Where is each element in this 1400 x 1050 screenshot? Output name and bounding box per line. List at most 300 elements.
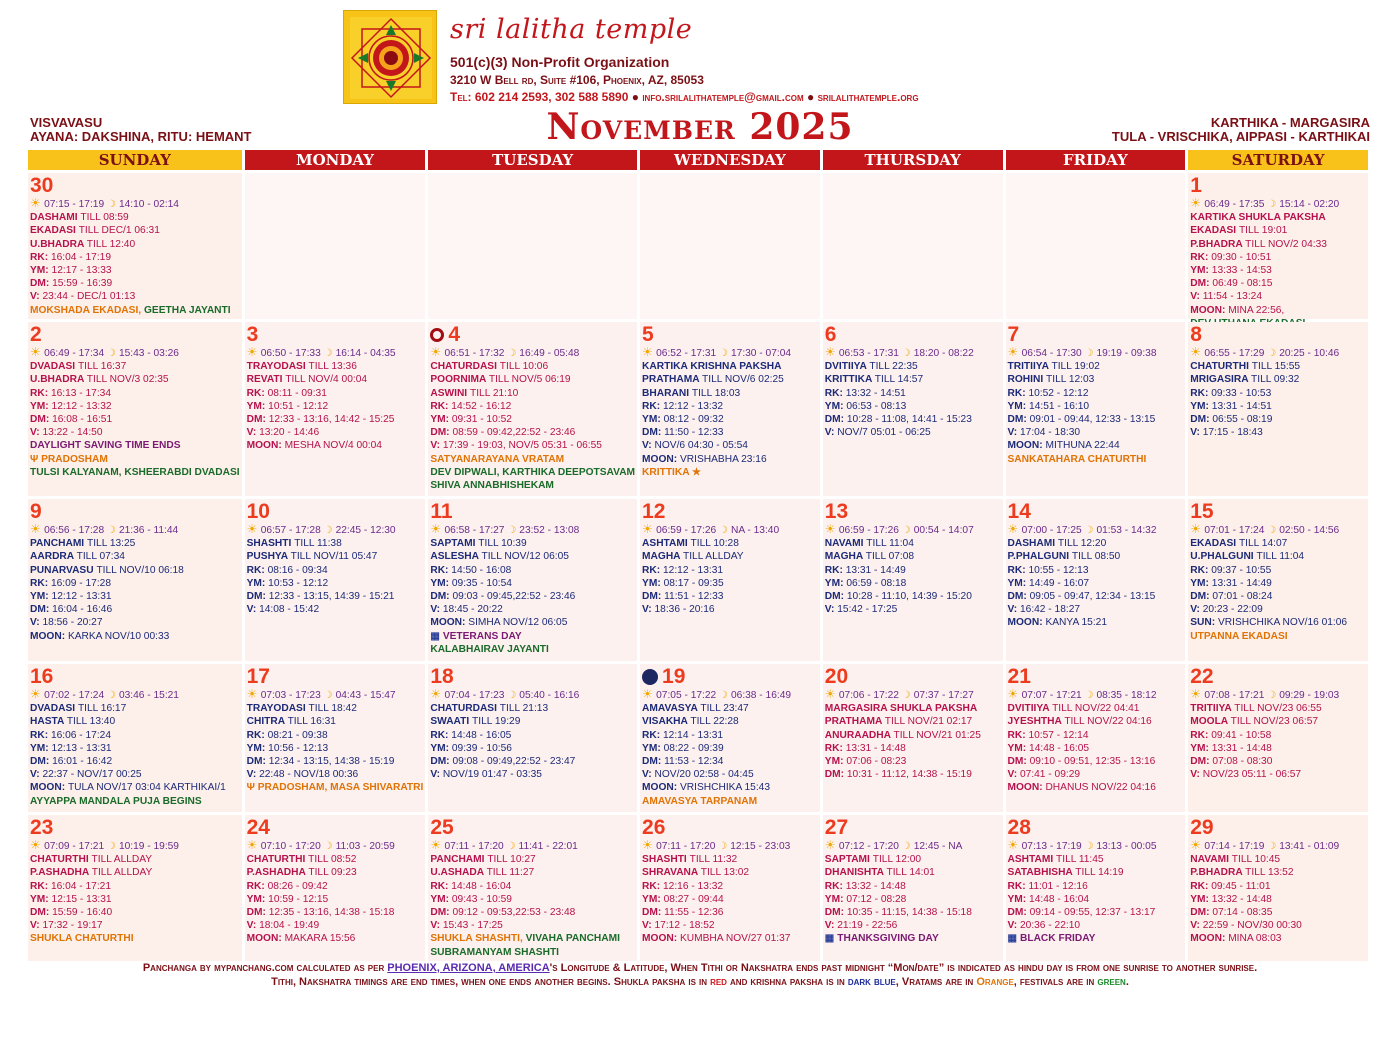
sun-icon: ☀	[1007, 838, 1022, 852]
panchang-line	[430, 453, 635, 466]
panchang-line	[1190, 387, 1366, 400]
day-number: 3	[246, 323, 259, 346]
day-number: 23	[30, 816, 54, 839]
panchang-key: MOON:	[642, 782, 678, 794]
panchang-line	[30, 453, 240, 466]
moonrise-moonset: 13:13 - 00:05	[1096, 841, 1157, 852]
panchang-value: TILL 09:32	[1251, 374, 1300, 386]
panchang-line	[1190, 932, 1366, 945]
panchang-value: 09:37 - 10:55	[1211, 564, 1272, 576]
day-number: 25	[430, 816, 454, 839]
moon-icon: ☽	[716, 525, 731, 536]
day-number: 29	[1190, 816, 1214, 839]
panchang-value: 16:06 - 17:24	[50, 729, 111, 741]
sunrise-sunset: 07:14 - 17:19	[1204, 841, 1265, 852]
day-number-row	[30, 666, 240, 688]
panchang-line	[430, 590, 635, 603]
day-number-row	[1008, 501, 1184, 523]
panchang-line	[1008, 919, 1184, 932]
day-number: 14	[1007, 500, 1031, 523]
panchang-value: TILL 12:00	[872, 854, 922, 866]
panchang-value: SIMHA NOV/12 06:05	[468, 617, 568, 629]
panchang-line	[430, 755, 635, 768]
panchang-line	[30, 373, 240, 386]
panchang-key: RK:	[430, 880, 449, 892]
moon-icon: ☽	[1264, 841, 1280, 852]
panchang-line	[30, 755, 240, 768]
panchang-value: 07:06 - 08:23	[846, 756, 907, 768]
panchang-line	[1008, 702, 1184, 715]
panchang-key: ASHTAMI	[642, 538, 688, 550]
sunrise-sunset: 07:12 - 17:20	[838, 841, 899, 852]
panchang-key: MOON:	[30, 630, 66, 642]
panchang-value: 09:05 - 09:47, 12:34 - 13:15	[1029, 591, 1156, 603]
panchang-value: 13:31 - 14:49	[845, 564, 906, 576]
panchang-key: AMAVASYA	[642, 703, 698, 715]
moonrise-moonset: 18:20 - 08:22	[913, 348, 974, 359]
sun-icon: ☀	[246, 345, 261, 359]
panchang-key: V:	[430, 920, 440, 932]
panchang-line	[430, 715, 635, 728]
panchang-line	[247, 715, 424, 728]
panchang-line	[1190, 577, 1366, 590]
org-email[interactable]: info.srilalithatemple@gmail.com	[642, 90, 804, 104]
sunrise-sunset: 07:09 - 17:21	[44, 841, 105, 852]
panchang-line	[430, 946, 635, 959]
panchang-key: THANKSGIVING DAY	[837, 933, 939, 945]
panchang-value: 13:20 - 14:46	[259, 427, 320, 439]
lunar-months: KARTHIKA - MARGASIRA	[1210, 115, 1370, 130]
panchang-value: TILL 10:28	[690, 538, 739, 550]
moonrise-moonset: 06:38 - 16:49	[730, 690, 792, 701]
panchang-key: RK:	[1007, 387, 1026, 399]
panchang-line	[30, 590, 240, 603]
panchang-key: YM:	[1007, 400, 1027, 412]
panchang-line	[1190, 550, 1366, 563]
panchang-line	[430, 400, 635, 413]
panchang-key: RK:	[246, 387, 265, 399]
panchang-value: 08:27 - 09:44	[663, 893, 724, 905]
panchang-key: DM:	[30, 604, 50, 616]
panchang-value: 09:14 - 09:55, 12:37 - 13:17	[1029, 907, 1156, 919]
panchang-line	[1190, 742, 1366, 755]
footer-text: , festivals are in	[1013, 976, 1098, 988]
panchang-value: TILL NOV/23 06:57	[1230, 716, 1319, 728]
panchang-line	[430, 906, 635, 919]
sun-moon-times	[30, 346, 240, 360]
panchang-line	[30, 387, 240, 400]
panchang-key: MOON:	[30, 782, 66, 794]
panchang-line	[30, 603, 240, 616]
panchang-key: DVADASI	[30, 703, 76, 715]
panchang-value: 08:12 - 09:32	[663, 414, 724, 426]
panchang-key: CHATURDASI	[430, 703, 497, 715]
panchang-line	[30, 768, 240, 781]
day-number-row	[642, 324, 818, 346]
sun-icon: ☀	[824, 687, 839, 701]
panchang-value: MAKARA 15:56	[284, 933, 356, 945]
panchang-line	[30, 360, 240, 373]
day-number-row	[642, 817, 818, 839]
panchang-value: TILL NOV/10 06:18	[96, 564, 184, 576]
panchang-value: 11:55 - 12:36	[664, 907, 724, 919]
panchang-value: VRISHCHIKA NOV/16 01:06	[1218, 617, 1348, 629]
sun-icon: ☀	[30, 345, 45, 359]
sunrise-sunset: 06:56 - 17:28	[44, 525, 105, 536]
panchang-key: SHUKLA SHASHTI,	[430, 933, 523, 945]
panchang-line	[642, 439, 818, 452]
empty-day-cell	[428, 173, 637, 319]
panchang-line	[30, 880, 240, 893]
panchang-key: PANCHAMI	[30, 538, 85, 550]
moonrise-moonset: 23:52 - 13:08	[519, 525, 580, 536]
panchang-key: PRADOSHAM, MASA SHIVARATRI	[257, 782, 424, 794]
day-cell	[1006, 815, 1186, 961]
panchang-value: TILL DEC/1 06:31	[78, 225, 160, 237]
panchang-line	[1190, 755, 1366, 768]
sunrise-sunset: 06:52 - 17:31	[656, 348, 717, 359]
panchang-value: 07:41 - 09:29	[1019, 769, 1081, 781]
panchang-value: TILL NOV/23 06:55	[1234, 703, 1322, 715]
day-cell	[1006, 664, 1186, 812]
panchang-key: V:	[824, 604, 835, 616]
panchang-key: EKADASI	[1190, 538, 1237, 550]
ayana-ritu: AYANA: DAKSHINA, RITU: HEMANT	[30, 129, 252, 144]
panchang-value: 17:04 - 18:30	[1019, 427, 1081, 439]
panchang-key: SATYANARAYANA VRATAM	[430, 453, 565, 465]
panchang-key: EKADASI	[1190, 225, 1237, 237]
panchang-key: DM:	[642, 907, 662, 919]
sun-icon: ☀	[430, 522, 445, 536]
panchang-key: YM:	[1190, 400, 1209, 412]
panchang-value: 20:36 - 22:10	[1019, 920, 1081, 932]
bullet-icon: ●	[806, 90, 818, 104]
panchang-line	[642, 781, 818, 794]
moonrise-moonset: 15:43 - 03:26	[118, 348, 179, 359]
panchang-key: V:	[642, 920, 652, 932]
day-number-row	[825, 817, 1001, 839]
panchang-key: YM:	[824, 400, 844, 412]
moon-icon: ☽	[320, 841, 336, 852]
moonrise-moonset: 13:41 - 01:09	[1279, 841, 1340, 852]
panchang-line	[642, 400, 818, 413]
panchang-key: SUN:	[1190, 617, 1216, 629]
moon-icon: ☽	[715, 841, 731, 852]
panchang-line	[1008, 537, 1184, 550]
panchang-key: DM:	[30, 756, 50, 768]
panchang-key: RK:	[1007, 880, 1026, 892]
org-website[interactable]: srilalithatemple.org	[817, 90, 919, 104]
panchang-line	[30, 729, 240, 742]
panchang-key: PUSHYA	[246, 551, 288, 563]
sun-moon-times	[1190, 346, 1366, 360]
panchang-line	[1008, 360, 1184, 373]
moon-icon: ☽	[320, 348, 336, 359]
new-moon-icon	[642, 669, 658, 685]
sun-moon-times	[642, 839, 818, 853]
panchang-line	[247, 906, 424, 919]
sun-icon: ☀	[642, 345, 657, 359]
panchang-line	[825, 729, 1001, 742]
panchang-key: V:	[30, 769, 40, 781]
panchang-value: 10:56 - 12:13	[268, 742, 329, 754]
panchang-value: TILL ALLDAY	[91, 867, 153, 879]
panchang-key: YM:	[30, 591, 49, 603]
panchang-key: RK:	[430, 729, 449, 741]
footer-line-1	[0, 961, 1400, 975]
panchang-value: TILL NOV/22 04:16	[1064, 716, 1152, 728]
panchang-line	[430, 426, 635, 439]
panchang-value: 10:57 - 12:14	[1028, 729, 1089, 741]
day-number-row	[1190, 666, 1366, 688]
panchang-value: 09:03 - 09:45,22:52 - 23:46	[452, 591, 576, 603]
month-title: November 2025	[546, 106, 854, 148]
day-cell	[28, 322, 242, 496]
calendar-grid	[28, 150, 1368, 958]
day-number: 19	[662, 665, 686, 688]
sun-moon-times	[30, 197, 240, 211]
panchang-line	[1190, 616, 1366, 629]
panchang-key: V:	[430, 604, 440, 616]
panchang-value: 16:04 - 17:21	[50, 880, 111, 892]
panchang-value: TILL 08:52	[308, 854, 357, 866]
sunrise-sunset: 07:10 - 17:20	[260, 841, 321, 852]
moonrise-moonset: 02:50 - 14:56	[1279, 525, 1340, 536]
moon-icon: ☽	[1264, 199, 1280, 210]
panchang-value: TILL 10:27	[487, 854, 536, 866]
panchang-key: YM:	[642, 414, 661, 426]
panchang-value: 12:16 - 13:32	[663, 880, 724, 892]
panchang-line	[642, 919, 818, 932]
panchang-line	[642, 360, 818, 373]
panchang-key: PUNARVASU	[30, 564, 94, 576]
panchang-line	[430, 702, 635, 715]
day-number: 22	[1190, 665, 1214, 688]
panchang-key: YM:	[642, 742, 661, 754]
panchang-line	[247, 729, 424, 742]
day-number: 21	[1007, 665, 1031, 688]
panchang-key: RK:	[246, 564, 265, 576]
legend-orange: Orange	[976, 976, 1014, 988]
panchang-line	[430, 466, 635, 479]
panchang-value: TILL 19:01	[1238, 225, 1288, 237]
panchang-value: 10:35 - 11:15, 14:38 - 15:18	[846, 907, 972, 919]
panchang-value: 16:09 - 17:28	[50, 577, 111, 589]
panchang-line	[1008, 880, 1184, 893]
panchang-value: TULA NOV/17 03:04 KARTHIKAI/1	[67, 782, 226, 794]
weekday-header: FRIDAY	[1006, 150, 1186, 170]
panchang-key: RK:	[824, 880, 843, 892]
moon-icon: ☽	[504, 690, 520, 701]
panchang-line	[825, 577, 1001, 590]
day-cell	[1188, 664, 1368, 812]
panchang-line	[247, 537, 424, 550]
sun-moon-times	[30, 523, 240, 537]
panchang-line	[825, 387, 1001, 400]
sunrise-sunset: 06:57 - 17:28	[260, 525, 321, 536]
panchang-value: TILL 16:17	[77, 703, 127, 715]
day-cell	[640, 664, 820, 812]
panchang-line	[1008, 932, 1184, 945]
panchang-value: TILL 09:23	[308, 867, 357, 879]
panchang-key: ASLESHA	[430, 551, 479, 563]
sun-icon: ☀	[246, 838, 261, 852]
panchang-line	[30, 251, 240, 264]
day-number-row	[642, 666, 818, 688]
panchang-value: 10:31 - 11:12, 14:38 - 15:19	[846, 769, 972, 781]
panchang-key: V:	[1007, 604, 1018, 616]
panchang-line	[30, 702, 240, 715]
panchang-key: YM:	[824, 756, 844, 768]
panchang-line	[430, 413, 635, 426]
panchang-value: 12:34 - 13:15, 14:38 - 15:19	[268, 756, 395, 768]
panchang-value: 13:32 - 14:48	[1211, 893, 1272, 905]
sunrise-sunset: 06:53 - 17:31	[838, 348, 899, 359]
day-number: 12	[642, 500, 666, 523]
location-link[interactable]: PHOENIX, ARIZONA, AMERICA	[387, 962, 550, 974]
moonrise-moonset: 01:53 - 14:32	[1096, 525, 1157, 536]
panchang-line	[1008, 590, 1184, 603]
panchang-key: ANURAADHA	[824, 729, 891, 741]
panchang-key: RK:	[30, 577, 49, 589]
panchang-key: V:	[824, 920, 835, 932]
panchang-key: REVATI	[246, 374, 283, 386]
panchang-value: TILL 18:42	[308, 703, 357, 715]
panchang-line	[247, 590, 424, 603]
panchang-value: TILL 13:02	[700, 867, 750, 879]
us-flag-icon: ▦	[824, 933, 838, 945]
panchang-value: TILL NOV/22 04:41	[1052, 703, 1140, 715]
panchang-value: 12:33 - 13:15, 14:39 - 15:21	[268, 591, 395, 603]
panchang-line	[825, 893, 1001, 906]
panchang-line	[825, 373, 1001, 386]
panchang-value: 16:04 - 16:46	[52, 604, 113, 616]
panchang-key: UTPANNA EKADASI	[1190, 630, 1288, 642]
panchang-key: ASHTAMI	[1007, 854, 1054, 866]
panchang-line	[30, 893, 240, 906]
panchang-key: MOON:	[1190, 933, 1226, 945]
panchang-value: 10:28 - 11:08, 14:41 - 15:23	[846, 414, 972, 426]
panchang-line	[247, 866, 424, 879]
panchang-value: 08:11 - 09:31	[267, 387, 327, 399]
panchang-value: 13:31 - 14:49	[1211, 577, 1272, 589]
panchang-key: U.BHADRA	[30, 374, 84, 386]
panchang-key: EKADASI	[30, 225, 76, 237]
moon-icon: ☽	[1264, 348, 1280, 359]
sun-moon-times	[642, 346, 818, 360]
panchang-value: TILL 10:06	[499, 361, 549, 373]
panchang-line	[642, 755, 818, 768]
panchang-key: P.BHADRA	[1190, 867, 1243, 879]
panchang-line	[1008, 781, 1184, 794]
panchang-line	[247, 373, 424, 386]
panchang-value: TILL 19:02	[1051, 361, 1100, 373]
footer-text: and krishna paksha is in	[726, 976, 848, 988]
moon-icon: ☽	[320, 690, 336, 701]
panchang-line	[247, 603, 424, 616]
panchang-line	[1190, 373, 1366, 386]
panchang-value: VRISHABHA 23:16	[679, 453, 767, 465]
panchang-line	[825, 742, 1001, 755]
moonrise-moonset: 03:46 - 15:21	[118, 690, 179, 701]
panchang-key: RK:	[1007, 564, 1026, 576]
panchang-line	[430, 603, 635, 616]
sun-icon: ☀	[1007, 522, 1022, 536]
day-number-row	[1190, 324, 1366, 346]
panchang-line	[247, 413, 424, 426]
sun-moon-times	[825, 346, 1001, 360]
panchang-key: SATABHISHA	[1007, 867, 1073, 879]
panchang-key: YM:	[430, 742, 450, 754]
panchang-key: P.BHADRA	[1190, 238, 1243, 250]
day-number: 5	[642, 323, 654, 346]
sunrise-sunset: 07:00 - 17:25	[1021, 525, 1082, 536]
panchang-line	[825, 400, 1001, 413]
panchang-value: 06:49 - 08:15	[1212, 278, 1273, 290]
panchang-line	[642, 866, 818, 879]
panchang-key: DM:	[824, 769, 845, 781]
panchang-line	[825, 360, 1001, 373]
panchang-key: DM:	[246, 591, 266, 603]
panchang-line	[1190, 360, 1366, 373]
sunrise-sunset: 07:01 - 17:24	[1204, 525, 1265, 536]
masa-info	[1112, 116, 1370, 144]
panchang-value: 09:12 - 09:53,22:53 - 23:48	[452, 907, 576, 919]
panchang-key: NAVAMI	[824, 538, 864, 550]
panchang-key: DM:	[430, 591, 450, 603]
panchang-value: 22:37 - NOV/17 00:25	[42, 769, 142, 781]
panchang-value: 20:23 - 22:09	[1202, 604, 1263, 616]
panchang-value: 09:45 - 11:01	[1211, 880, 1271, 892]
day-number: 4	[448, 323, 461, 346]
moon-icon: ☽	[503, 841, 519, 852]
panchang-key: RK:	[30, 729, 49, 741]
footer-text: Panchanga by mypanchang.com calculated as per	[142, 962, 388, 974]
sunrise-sunset: 06:51 - 17:32	[444, 348, 505, 359]
sun-icon: ☀	[642, 838, 657, 852]
weekday-header: SATURDAY	[1188, 150, 1368, 170]
day-cell	[823, 499, 1003, 661]
panchang-value: TILL 13:25	[86, 538, 136, 550]
moonrise-moonset: 05:40 - 16:16	[519, 690, 580, 701]
panchang-line	[1190, 304, 1366, 317]
panchang-value: 10:52 - 12:12	[1028, 387, 1089, 399]
panchang-line	[30, 400, 240, 413]
panchang-key: KRITTIKA	[824, 374, 872, 386]
panchang-line	[247, 400, 424, 413]
moon-icon: ☽	[320, 525, 336, 536]
footer-line-2	[0, 975, 1400, 989]
panchang-line	[1190, 768, 1366, 781]
panchang-line	[1008, 453, 1184, 466]
legend-blue: dark blue	[847, 976, 896, 988]
panchang-key: V:	[246, 920, 257, 932]
panchang-value: 14:50 - 16:08	[451, 564, 512, 576]
day-cell	[428, 664, 637, 812]
panchang-key: U.BHADRA	[30, 238, 84, 250]
panchang-line	[825, 768, 1001, 781]
panchang-line	[430, 360, 635, 373]
sun-moon-times	[1008, 523, 1184, 537]
sun-icon: ☀	[642, 687, 657, 701]
day-number-row	[247, 817, 424, 839]
panchang-value: TILL 12:20	[1057, 538, 1107, 550]
panchang-line	[430, 866, 635, 879]
panchang-line	[825, 919, 1001, 932]
day-number: 11	[430, 500, 453, 523]
panchang-value: NOV/6 04:30 - 05:54	[654, 440, 748, 452]
moonrise-moonset: 14:10 - 02:14	[118, 199, 179, 210]
